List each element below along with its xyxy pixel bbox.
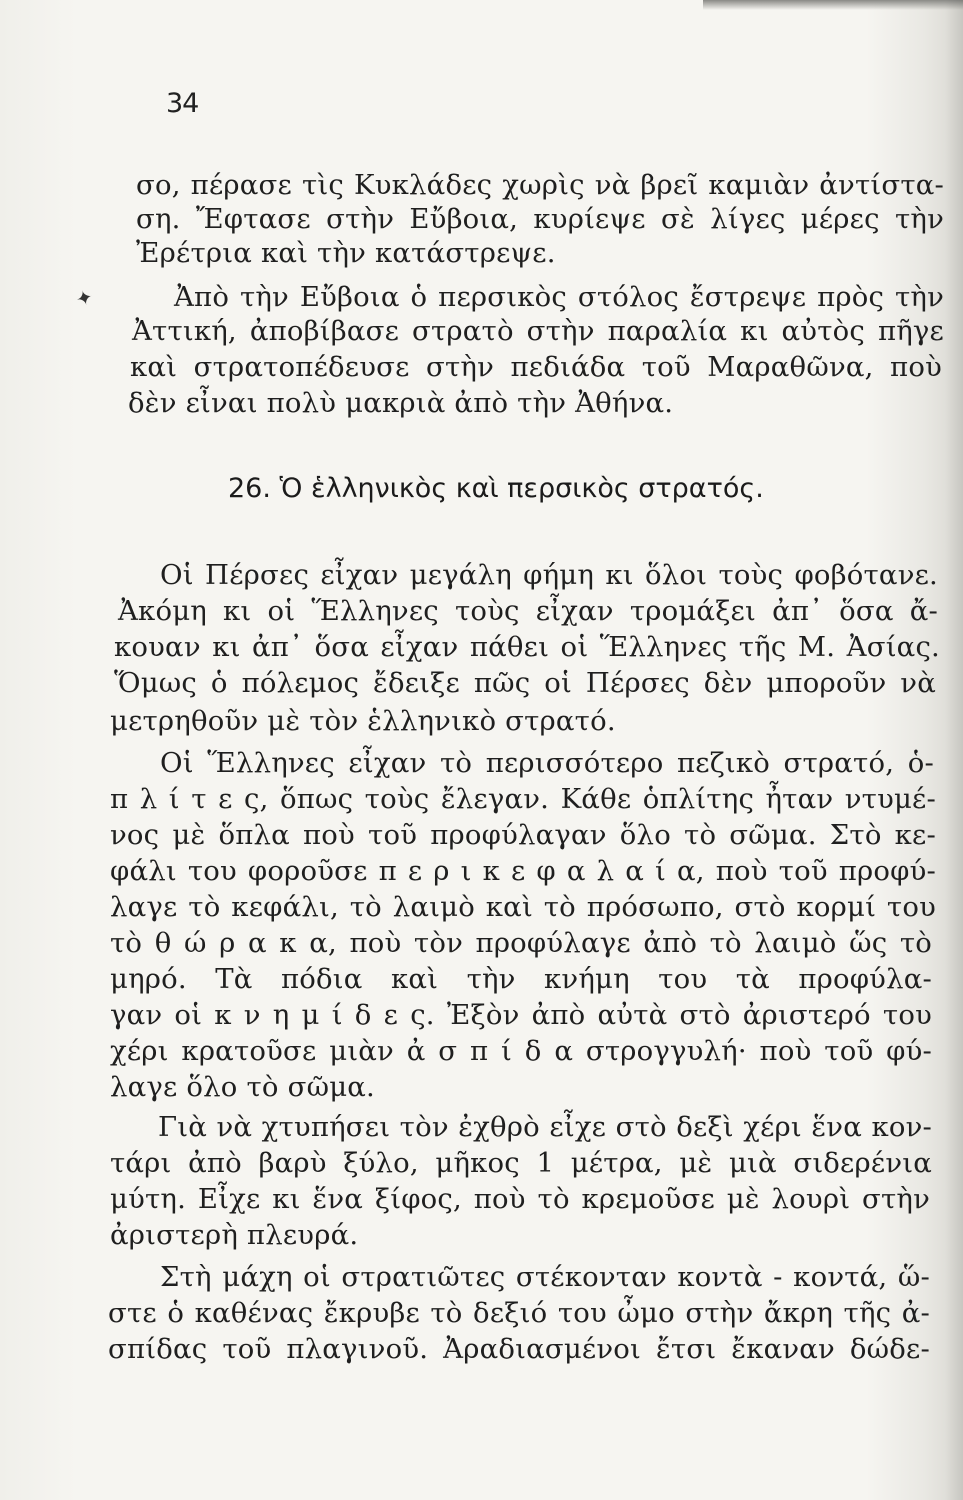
text-line: Ἐρέτρια καὶ τὴν κατάστρεψε.	[136, 237, 556, 269]
text-line: στε ὁ καθένας ἔκρυβε τὸ δεξιό του ὦμο στὴν ἄκρη τῆς ἀ-	[108, 1297, 930, 1329]
text-line: Ἀπὸ τὴν Εὔβοια ὁ περσικὸς στόλος ἔστρεψε πρὸς τὴν	[174, 281, 944, 313]
text-line: ἀριστερὴ πλευρά.	[110, 1219, 359, 1251]
text-line: τάρι ἀπὸ βαρὺ ξύλο, μῆκος 1 μέτρα, μὲ μιὰ σιδερένια	[110, 1147, 932, 1179]
text-line: Ἀκόμη κι οἱ Ἕλληνες τοὺς εἶχαν τρομάξει ἀπ᾽ ὅσα ἄ-	[118, 595, 938, 627]
text-line: λαγε ὅλο τὸ σῶμα.	[110, 1071, 375, 1103]
text-line: Οἱ Πέρσες εἶχαν μεγάλη φήμη κι ὅλοι τοὺς φοβότανε.	[160, 559, 938, 591]
text-line: λαγε τὸ κεφάλι, τὸ λαιμὸ καὶ τὸ πρόσωπο, στὸ κορμί του	[110, 891, 936, 923]
text-line: καὶ στρατοπέδευσε στὴν πεδιάδα τοῦ Μαραθῶνα, ποὺ	[130, 351, 942, 383]
section-heading: 26. Ὁ ἑλληνικὸς καὶ περσικὸς στρατός.	[228, 473, 764, 504]
text-line: τὸ θ ώ ρ α κ α, ποὺ τὸν προφύλαγε ἀπὸ τὸ λαιμὸ ὥς τὸ	[110, 927, 932, 959]
text-line: μετρηθοῦν μὲ τὸν ἑλληνικὸ στρατό.	[110, 705, 616, 737]
text-line: Ἀττική, ἀποβίβασε στρατὸ στὴν παραλία κι αὐτὸς πῆγε	[132, 315, 944, 347]
text-line: γαν οἱ κ ν η μ ί δ ε ς. Ἐξὸν ἀπὸ αὐτὰ στὸ ἀριστερό του	[110, 999, 932, 1031]
text-line: φάλι του φοροῦσε π ε ρ ι κ ε φ α λ α ί α, ποὺ τοῦ προφύ-	[110, 855, 936, 887]
text-line: μηρό. Τὰ πόδια καὶ τὴν κνήμη του τὰ προφύλα-	[110, 963, 932, 995]
margin-mark: ✦	[73, 284, 96, 312]
text-line: π λ ί τ ε ς, ὅπως τοὺς ἔλεγαν. Κάθε ὁπλίτης ἦταν ντυμέ-	[110, 783, 936, 815]
text-line: κουαν κι ἀπ᾽ ὅσα εἶχαν πάθει οἱ Ἕλληνες τῆς Μ. Ἀσίας.	[114, 631, 940, 663]
scan-shadow	[703, 0, 963, 10]
text-line: νος μὲ ὅπλα ποὺ τοῦ προφύλαγαν ὅλο τὸ σῶμα. Στὸ κε-	[110, 819, 936, 851]
text-line: δὲν εἶναι πολὺ μακριὰ ἀπὸ τὴν Ἀθήνα.	[128, 387, 674, 419]
text-line: Οἱ Ἕλληνες εἶχαν τὸ περισσότερο πεζικὸ στρατό, ὁ-	[160, 747, 934, 779]
text-line: Ὅμως ὁ πόλεμος ἔδειξε πῶς οἱ Πέρσες δὲν μποροῦν νὰ	[114, 667, 936, 699]
text-line: σπίδας τοῦ πλαγινοῦ. Ἀραδιασμένοι ἔτσι ἔκαναν δώδε-	[108, 1333, 930, 1365]
text-line: χέρι κρατοῦσε μιὰν ἀ σ π ί δ α στρογγυλή· ποὺ τοῦ φύ-	[110, 1035, 932, 1067]
text-line: σο, πέρασε τὶς Κυκλάδες χωρὶς νὰ βρεῖ καμιὰν ἀντίστα-	[136, 169, 944, 201]
text-line: μύτη. Εἶχε κι ἕνα ξίφος, ποὺ τὸ κρεμοῦσε μὲ λουρὶ στὴν	[110, 1183, 930, 1215]
text-line: ση. Ἔφτασε στὴν Εὔβοια, κυρίεψε σὲ λίγες μέρες τὴν	[136, 203, 944, 235]
page-number: 34	[166, 88, 199, 119]
page-edge-shadow	[945, 0, 963, 1500]
text-line: Στὴ μάχη οἱ στρατιῶτες στέκονταν κοντὰ - κοντά, ὥ-	[160, 1261, 930, 1293]
text-line: Γιὰ νὰ χτυπήσει τὸν ἐχθρὸ εἶχε στὸ δεξὶ χέρι ἕνα κον-	[158, 1111, 932, 1143]
